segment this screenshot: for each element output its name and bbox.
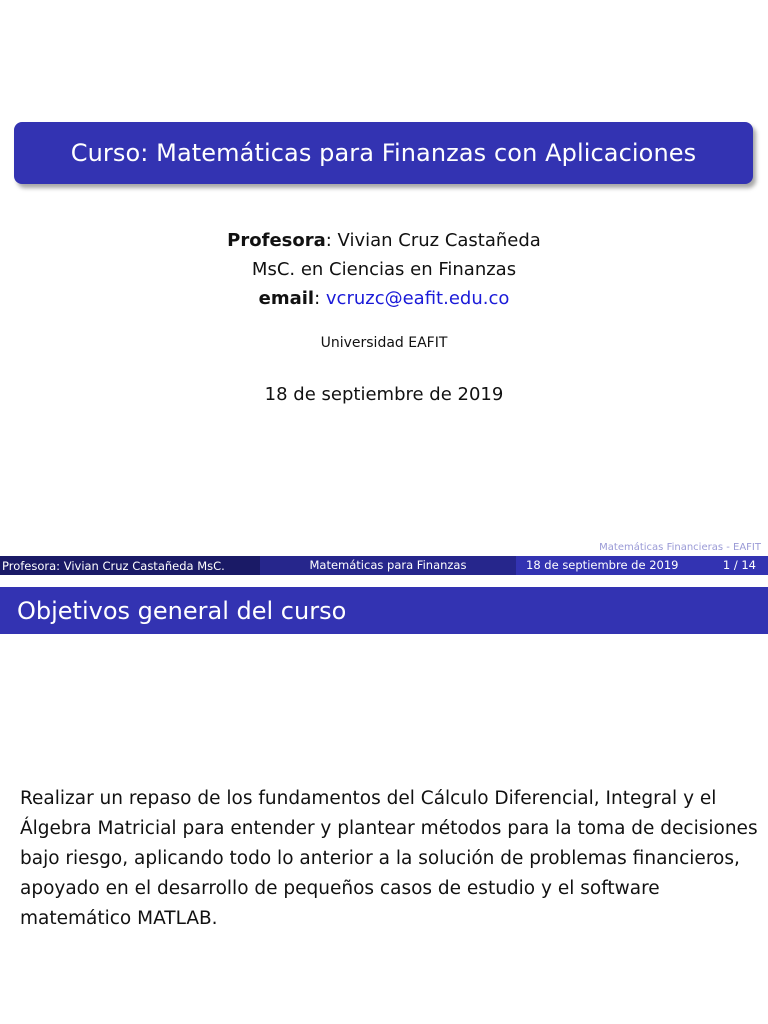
institute: Universidad EAFIT — [320, 335, 448, 351]
objective-paragraph: Realizar un repaso de los fundamentos del Cálculo Diferencial, Integral y el Álgebra Matricial para entender y plantear métodos para la toma de decisiones bajo riesgo, aplicando todo lo anterior a la solución de problemas financieros, apoyado en el desarrollo de pequeños casos de estudio y el software matemático MATLAB. — [20, 788, 758, 929]
footer-note: Matemáticas Financieras - EAFIT — [599, 542, 761, 553]
author-degree: MsC. en Ciencias en Finanzas — [251, 259, 517, 280]
footline-date: 18 de septiembre de 2019 — [526, 558, 679, 572]
frame-title: Objetivos general del curso — [0, 587, 768, 634]
footline-author: Profesora: Vivian Cruz Castañeda MsC. — [0, 559, 260, 573]
page-number: 1 / 14 — [722, 558, 756, 572]
presentation-title: Curso: Matemáticas para Finanzas con Aplicaciones — [14, 122, 753, 184]
footline-title: Matemáticas para Finanzas — [260, 556, 516, 575]
email-link[interactable]: vcruzc@eafit.edu.co — [325, 288, 510, 309]
author-label: Profesora — [227, 230, 326, 251]
email-label: email — [258, 288, 315, 309]
presentation-date: 18 de septiembre de 2019 — [264, 384, 504, 405]
email-separator: : — [314, 288, 326, 309]
footline — [0, 556, 768, 575]
objectives-slide — [0, 575, 768, 1024]
author-block — [0, 226, 768, 313]
author-line — [0, 226, 768, 255]
footline-right — [516, 556, 768, 575]
author-name: : Vivian Cruz Castañeda — [325, 230, 541, 251]
email-line — [0, 284, 768, 313]
